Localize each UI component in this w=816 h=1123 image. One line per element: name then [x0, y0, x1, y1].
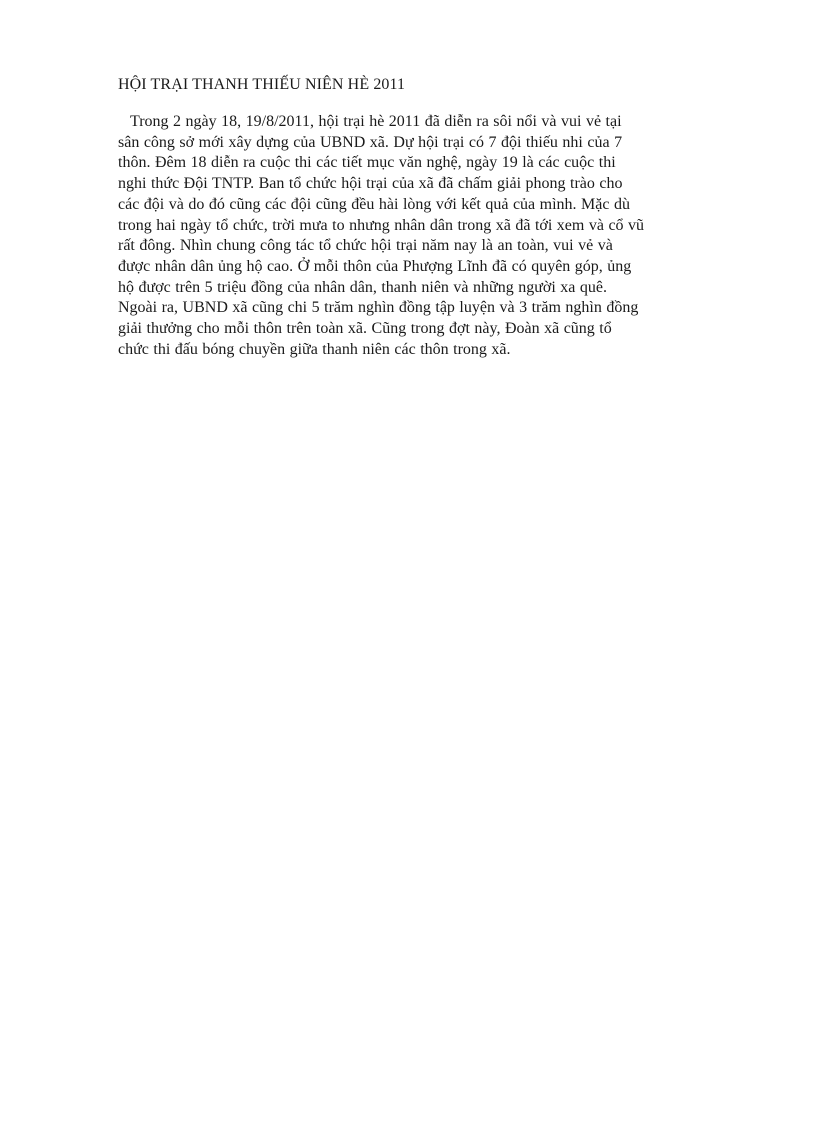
body-line: trong hai ngày tổ chức, trời mưa to nhưng nhân dân trong xã đã tới xem và cổ vũ — [118, 216, 645, 234]
document-body — [118, 112, 754, 360]
body-line: Trong 2 ngày 18, 19/8/2011, hội trại hè 2011 đã diễn ra sôi nổi và vui vẻ tại — [130, 113, 622, 130]
body-line: sân công sở mới xây dựng của UBND xã. Dự hội trại có 7 đội thiếu nhi của 7 — [118, 133, 623, 151]
document-content — [118, 74, 754, 360]
body-line: hộ được trên 5 triệu đồng của nhân dân, thanh niên và những người xa quê. — [118, 278, 607, 296]
body-line: thôn. Đêm 18 diễn ra cuộc thi các tiết mục văn nghệ, ngày 19 là các cuộc thi — [118, 154, 616, 172]
body-line: rất đông. Nhìn chung công tác tổ chức hội trại năm nay là an toàn, vui vẻ và — [118, 237, 613, 255]
body-line: được nhân dân ủng hộ cao. Ở mỗi thôn của Phượng Lĩnh đã có quyên góp, ủng — [118, 257, 632, 275]
body-line: nghi thức Đội TNTP. Ban tổ chức hội trại của xã đã chấm giải phong trào cho — [118, 175, 623, 193]
body-line: Ngoài ra, UBND xã cũng chi 5 trăm nghìn đồng tập luyện và 3 trăm nghìn đồng — [118, 299, 639, 317]
body-line: các đội và do đó cũng các đội cũng đều hài lòng với kết quả của mình. Mặc dù — [118, 195, 630, 213]
body-line: giải thưởng cho mỗi thôn trên toàn xã. Cũng trong đợt này, Đoàn xã cũng tổ — [118, 320, 612, 338]
body-line: chức thi đấu bóng chuyền giữa thanh niên các thôn trong xã. — [118, 340, 511, 358]
document-title: HỘI TRẠI THANH THIẾU NIÊN HÈ 2011 — [118, 76, 406, 93]
